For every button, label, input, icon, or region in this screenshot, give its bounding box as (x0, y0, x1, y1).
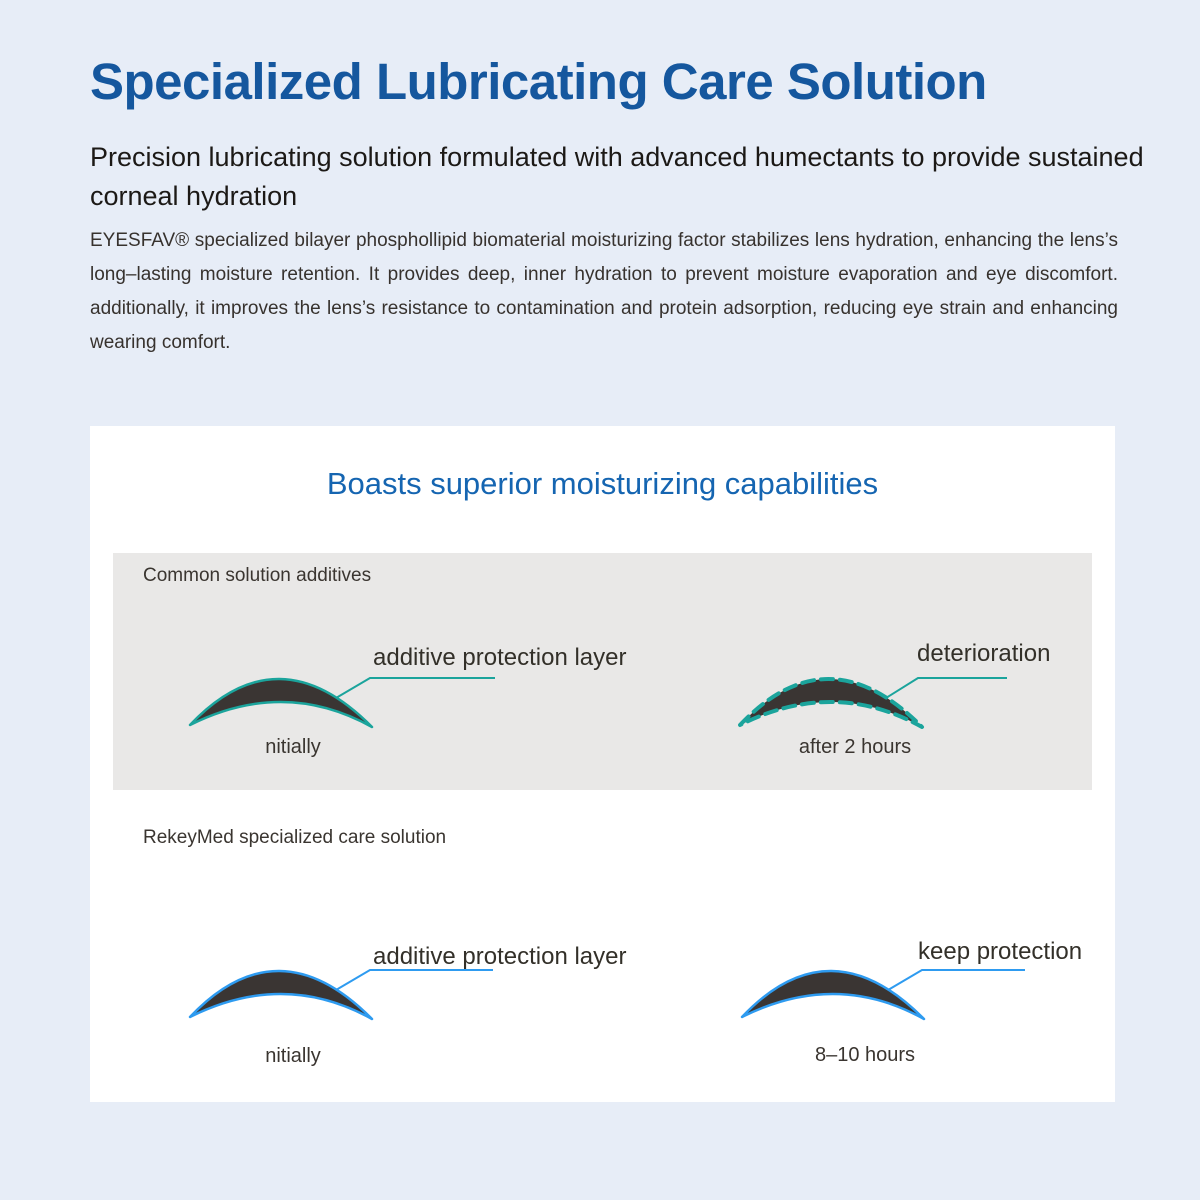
callout-label: keep protection (918, 938, 1083, 965)
callout-label: additive protection layer (373, 644, 627, 671)
figure-caption: nitially (265, 1045, 321, 1067)
figure-caption: after 2 hours (798, 736, 912, 758)
specialized-panel-label: RekeyMed specialized care solution (143, 827, 447, 848)
page-subtitle: Precision lubricating solution formulated with advanced humectants to provide sustained corneal hydration (90, 142, 1144, 211)
card-title: Boasts superior moisturizing capabilities (326, 466, 879, 501)
common-panel-label: Common solution additives (143, 565, 372, 586)
lens-crescent-solid-blue-icon (188, 918, 628, 1028)
lens-crescent-solid-blue-icon (740, 918, 1180, 1028)
page-title: Specialized Lubricating Care Solution (90, 53, 987, 110)
callout-label: additive protection layer (373, 943, 627, 970)
figure-caption: 8–10 hours (814, 1044, 916, 1066)
intro-paragraph: EYESFAV® specialized bilayer phosphollipid biomaterial moisturizing factor stabilizes lens hydration, enhancing the lens’s long–lasting moisture retention. It provides deep, inner hydration to prevent moisture evaporation and eye discomfort. additionally, it improves the lens’s resistance to contamination and protein adsorption, reducing eye strain and enhancing wearing comfort. (90, 230, 1118, 353)
moisturizing-capabilities-card (90, 426, 1115, 1102)
callout-label: deterioration (917, 640, 1051, 667)
figure-caption: nitially (265, 736, 321, 758)
